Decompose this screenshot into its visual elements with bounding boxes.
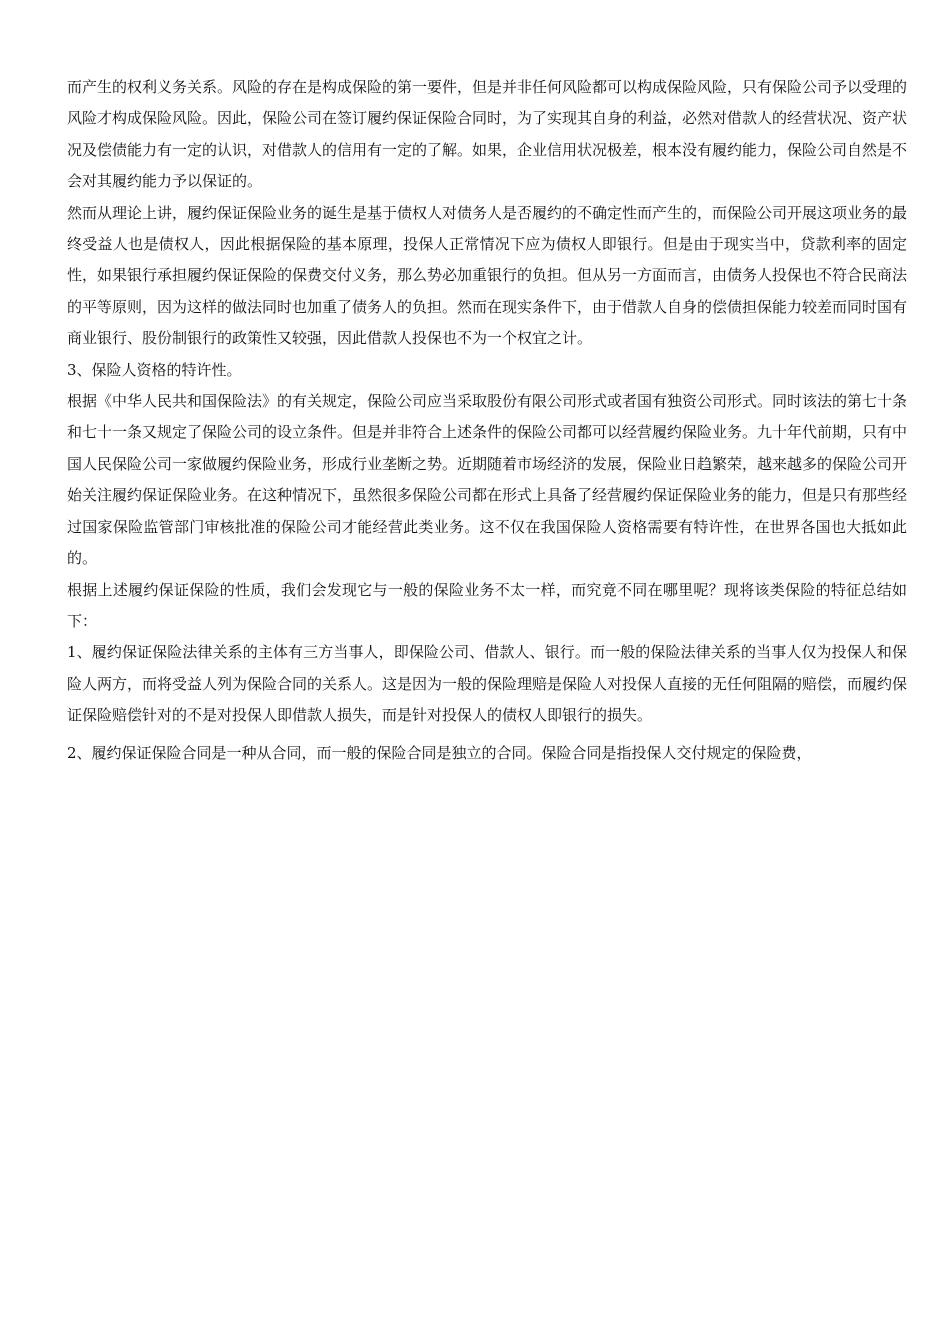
paragraph-7: 2、履约保证保险合同是一种从合同，而一般的保险合同是独立的合同。保险合同是指投保人交付规定的保险费， (67, 743, 812, 762)
paragraph-1: 而产生的权利义务关系。风险的存在是构成保险的第一要件，但是并非任何风险都可以构成保险风险，只有保险公司予以受理的风险才构成保险风险。因此，保险公司在签订履约保证保险合同时，为了实现其自身的利益，必然对借款人的经营状况、资产状况及偿债能力有一定的认识，对借款人的信用有一定的了解。如果，企业信用状况极差，根本没有履约能力，保险公司自然是不会对其履约能力予以保证的。 (67, 78, 908, 191)
document-page (67, 72, 907, 769)
paragraph-3-heading: 3、保险人资格的特许性。 (67, 360, 242, 379)
paragraph-4: 根据《中华人民共和国保险法》的有关规定，保险公司应当采取股份有限公司形式或者国有独资公司形式。同时该法的第七十条和七十一条又规定了保险公司的设立条件。但是并非符合上述条件的保险公司都可以经营履约保险业务。九十年代前期，只有中国人民保险公司一家做履约保险业务，形成行业垄断之势。近期随着市场经济的发展，保险业日趋繁荣，越来越多的保险公司开始关注履约保证保险业务。在这种情况下，虽然很多保险公司都在形式上具备了经营履约保证保险业务的能力，但是只有那些经过国家保险监管部门审核批准的保险公司才能经营此类业务。这不仅在我国保险人资格需要有特许性，在世界各国也大抵如此的。 (67, 392, 908, 568)
paragraph-2: 然而从理论上讲，履约保证保险业务的诞生是基于债权人对债务人是否履约的不确定性而产生的，而保险公司开展这项业务的最终受益人也是债权人，因此根据保险的基本原理，投保人正常情况下应为债权人即银行。但是由于现实当中，贷款利率的固定性，如果银行承担履约保证保险的保费交付义务，那么势必加重银行的负担。但从另一方面而言，由债务人投保也不符合民商法的平等原则，因为这样的做法同时也加重了债务人的负担。然而在现实条件下，由于借款人自身的偿债担保能力较差而同时国有商业银行、股份制银行的政策性又较强，因此借款人投保也不为一个权宜之计。 (67, 203, 908, 348)
paragraph-5: 根据上述履约保证保险的性质，我们会发现它与一般的保险业务不太一样，而究竟不同在哪里呢？现将该类保险的特征总结如下： (67, 580, 907, 630)
paragraph-6: 1、履约保证保险法律关系的主体有三方当事人，即保险公司、借款人、银行。而一般的保险法律关系的当事人仅为投保人和保险人两方，而将受益人列为保险合同的关系人。这是因为一般的保险理赔是保险人对投保人直接的无任何阻隔的赔偿，而履约保证保险赔偿针对的不是对投保人即借款人损失，而是针对投保人的债权人即银行的损失。 (67, 643, 908, 725)
